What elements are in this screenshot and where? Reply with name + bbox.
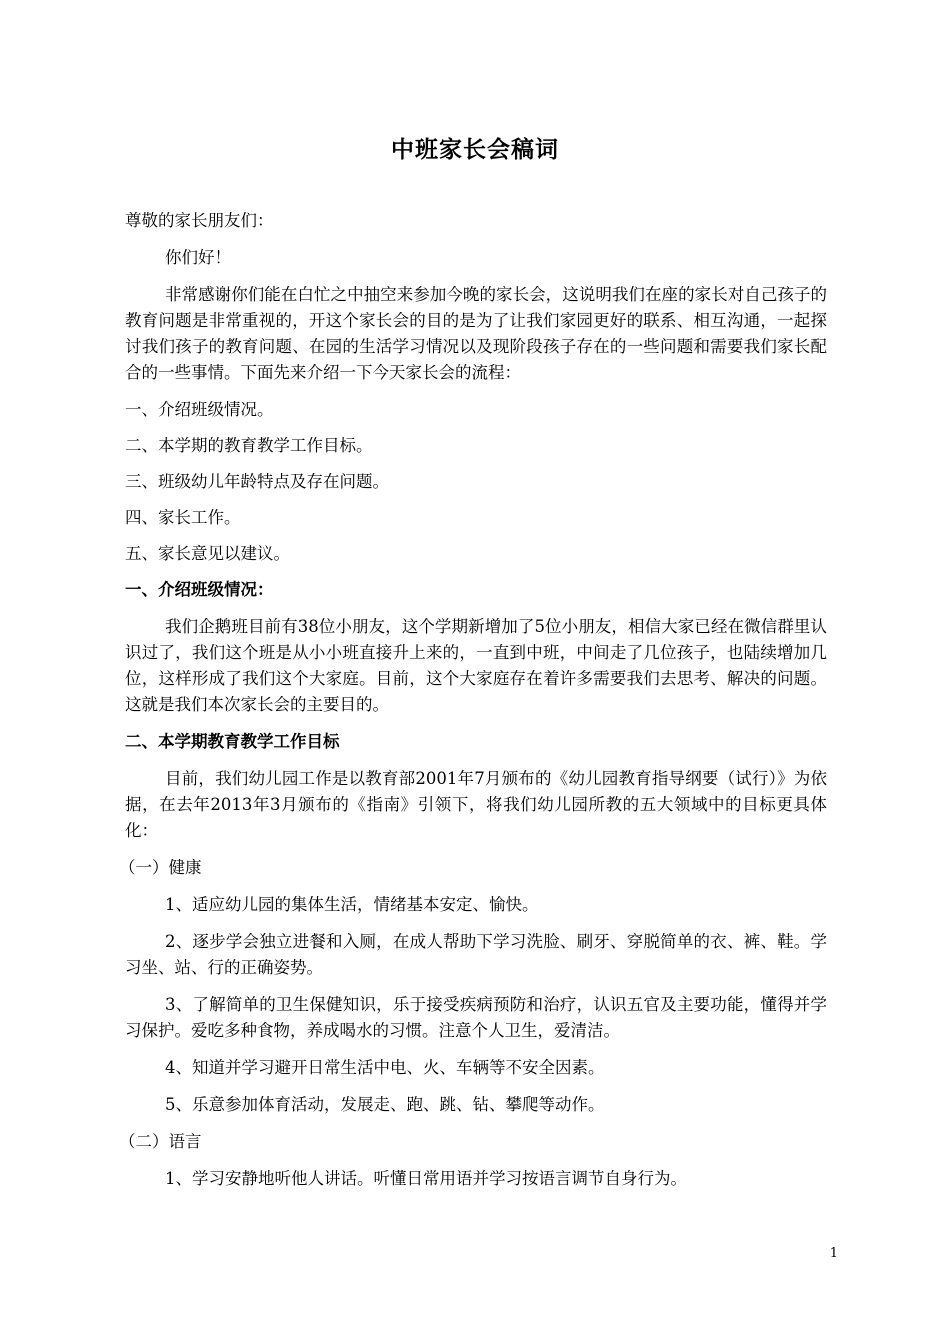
agenda-item-3: 三、班级幼儿年龄特点及存在问题。 (125, 472, 389, 491)
intro-paragraph: 非常感谢你们能在白忙之中抽空来参加今晚的家长会，这说明我们在座的家长对自己孩子的教育问题是非常重视的，开这个家长会的目的是为了让我们家园更好的联系、相互沟通，一起探讨我们孩子的教育问题、在园的生活学习情况以及现阶段孩子存在的一些问题和需要我们家长配合的一些事情。下面先来介绍一下今天家长会的流程： (125, 285, 827, 382)
goals-intro-paragraph: 目前，我们幼儿园工作是以教育部2001年7月颁布的《幼儿园教育指导纲要（试行）》为依据，在去年2013年3月颁布的《指南》引领下，将我们幼儿园所教的五大领域中的目标更具体化： (125, 769, 827, 840)
agenda-item-4: 四、家长工作。 (125, 508, 241, 527)
health-goal-5: 5、乐意参加体育活动，发展走、跑、跳、钻、攀爬等动作。 (165, 1095, 605, 1114)
agenda-item-2: 二、本学期的教育教学工作目标。 (125, 436, 373, 455)
subsection-heading-language: （二）语言 (119, 1132, 202, 1151)
page-number: 1 (829, 1246, 838, 1261)
health-goal-4: 4、知道并学习避开日常生活中电、火、车辆等不安全因素。 (165, 1058, 605, 1077)
health-goal-1: 1、适应幼儿园的集体生活，情绪基本安定、愉快。 (165, 895, 539, 914)
agenda-item-5: 五、家长意见以建议。 (125, 544, 290, 563)
health-goal-2: 2、逐步学会独立进餐和入厕，在成人帮助下学习洗脸、刷牙、穿脱简单的衣、裤、鞋。学习坐、站、行的正确姿势。 (125, 932, 827, 977)
subsection-heading-health: （一）健康 (119, 858, 202, 877)
section-heading-goals: 二、本学期教育教学工作目标 (125, 732, 340, 751)
document-title: 中班家长会稿词 (391, 137, 559, 163)
salutation: 尊敬的家长朋友们： (125, 211, 274, 230)
language-goal-1: 1、学习安静地听他人讲话。听懂日常用语并学习按语言调节自身行为。 (165, 1169, 687, 1188)
agenda-item-1: 一、介绍班级情况。 (125, 400, 274, 419)
section-heading-class-info: 一、介绍班级情况： (125, 580, 274, 599)
document-body (119, 208, 827, 1203)
health-goal-3: 3、了解简单的卫生保健知识，乐于接受疾病预防和治疗，认识五官及主要功能，懂得并学习保护。爱吃多种食物，养成喝水的习惯。注意个人卫生，爱清洁。 (125, 995, 827, 1040)
class-info-paragraph: 我们企鹅班目前有38位小朋友，这个学期新增加了5位小朋友，相信大家已经在微信群里认识过了，我们这个班是从小小班直接升上来的，一直到中班，中间走了几位孩子，也陆续增加几位，这样形成了我们这个大家庭。目前，这个大家庭存在着许多需要我们去思考、解决的问题。这就是我们本次家长会的主要目的。 (125, 617, 827, 714)
greeting: 你们好！ (165, 248, 231, 267)
